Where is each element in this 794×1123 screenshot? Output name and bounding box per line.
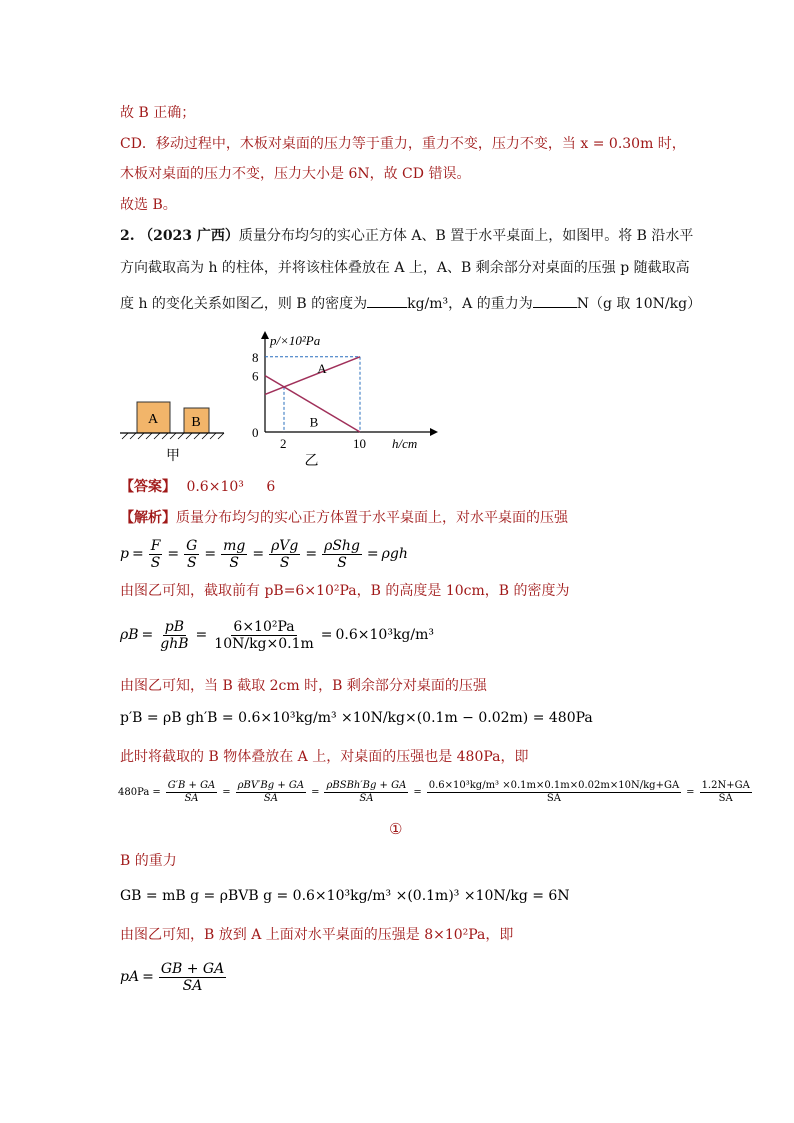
analysis-intro: 质量分布均匀的实心正方体置于水平桌面上，对水平桌面的压强 <box>176 510 568 526</box>
series-label-a: A <box>317 361 327 377</box>
prev-line-3: 木板对桌面的压力不变，压力大小是 6N，故 CD 错误。 <box>120 166 471 182</box>
answer-value-1: 0.6×10³ <box>186 479 244 495</box>
analysis-line-4: 此时将截取的 B 物体叠放在 A 上，对桌面的压强也是 480Pa，即 <box>120 749 529 765</box>
block-b-label: B <box>191 415 201 430</box>
y-tick-8: 8 <box>252 349 259 365</box>
y-tick-6: 6 <box>252 368 259 384</box>
question-source: （2023 广西） <box>139 228 239 244</box>
question-line-3 <box>120 293 701 314</box>
caption-jia: 甲 <box>166 448 180 464</box>
analysis-line-6: 由图乙可知，B 放到 A 上面对水平桌面的压强是 8×10²Pa，即 <box>120 927 514 943</box>
equation-1: p = $\frac{F}{S}$ = $\frac{G}{S}$ = $\frac{mg}{S}$ = $\frac{\text{ρVg}}{S}$ = $\frac{\text{ρShg}}{S}$ = ρgh <box>120 537 408 571</box>
answer-line <box>120 477 275 497</box>
table-hatch <box>122 433 224 439</box>
equation-2: ρB = $\frac{pB}{\text{ghB}}$ = $\frac{\text{6×10²Pa}}{10N/kg\times 0.1m}$ = 0.6×10³kg/m³ <box>120 618 434 652</box>
equation-5: GB = mB g = ρBVB g = 0.6×10³kg/m³ ×(0.1m)³ ×10N/kg = 6N <box>120 888 570 904</box>
prev-line-1: 故 B 正确； <box>120 105 196 121</box>
equation-marker: ① <box>389 820 403 838</box>
figure-jia <box>112 395 230 465</box>
caption-yi: 乙 <box>304 453 319 469</box>
equation-6: pA = $\frac{GB + GA}{SA}$ <box>120 960 225 994</box>
answer-blank-2[interactable] <box>533 293 577 308</box>
answer-blank-1[interactable] <box>367 293 407 308</box>
question-line-2: 方向截取高为 h 的柱体，并将该柱体叠放在 A 上，A、B 剩余部分对桌面的压强 p 随截取高 <box>120 260 690 276</box>
question-text-3c: N（g 取 10N/kg） <box>576 296 702 312</box>
answer-value-2: 6 <box>266 479 276 495</box>
analysis-line-3: 由图乙可知，当 B 截取 2cm 时，B 剩余部分对桌面的压强 <box>120 678 487 694</box>
y-axis-label: p/×10²Pa <box>270 333 321 348</box>
prev-line-2: CD．移动过程中，木板对桌面的压力等于重力，重力不变，压力不变，当 x = 0.30m 时， <box>120 136 686 152</box>
question-line-1 <box>120 226 693 246</box>
question-number: 2. <box>120 228 135 244</box>
x-tick-10: 10 <box>353 436 366 451</box>
analysis-line-2: 由图乙可知，截取前有 pB=6×10²Pa，B 的高度是 10cm，B 的密度为 <box>120 583 570 599</box>
chart-yi <box>240 325 440 473</box>
equation-4: 480Pa = $\frac{G'B + GA}{SA}$ = $\frac{\text{ρBV′Bg + GA}}{SA}$ = $\frac{\text{ρBSBh′Bg + GA}}{SA}$ = $\frac{\text{0.6×10³kg/m³ ×0.1m×0.1m×0.02m×10N/kg+GA}}{SA}$ = $\frac{1.2N+GA}{SA}$ <box>118 779 750 804</box>
question-text-3a: 度 h 的变化关系如图乙，则 B 的密度为 <box>120 296 368 312</box>
analysis-line-5: B 的重力 <box>120 853 177 869</box>
series-label-b: B <box>309 414 319 430</box>
series-line-a <box>265 357 360 395</box>
x-axis-arrow <box>430 428 438 436</box>
answer-label: 【答案】 <box>120 479 176 495</box>
question-text-3b: kg/m³，A 的重力为 <box>407 296 533 312</box>
analysis-line-1 <box>120 508 568 528</box>
origin-label: 0 <box>252 425 259 440</box>
y-axis-arrow <box>261 331 269 339</box>
x-tick-2: 2 <box>280 436 287 451</box>
analysis-label: 【解析】 <box>120 510 176 526</box>
x-axis-label: h/cm <box>392 436 418 451</box>
prev-line-4: 故选 B。 <box>120 197 177 213</box>
block-a-label: A <box>147 412 159 427</box>
equation-3: p′B = ρB gh′B = 0.6×10³kg/m³ ×10N/kg×(0.1m − 0.02m) = 480Pa <box>120 710 593 726</box>
question-text-1: 质量分布均匀的实心正方体 A、B 置于水平桌面上，如图甲。将 B 沿水平 <box>238 228 694 244</box>
